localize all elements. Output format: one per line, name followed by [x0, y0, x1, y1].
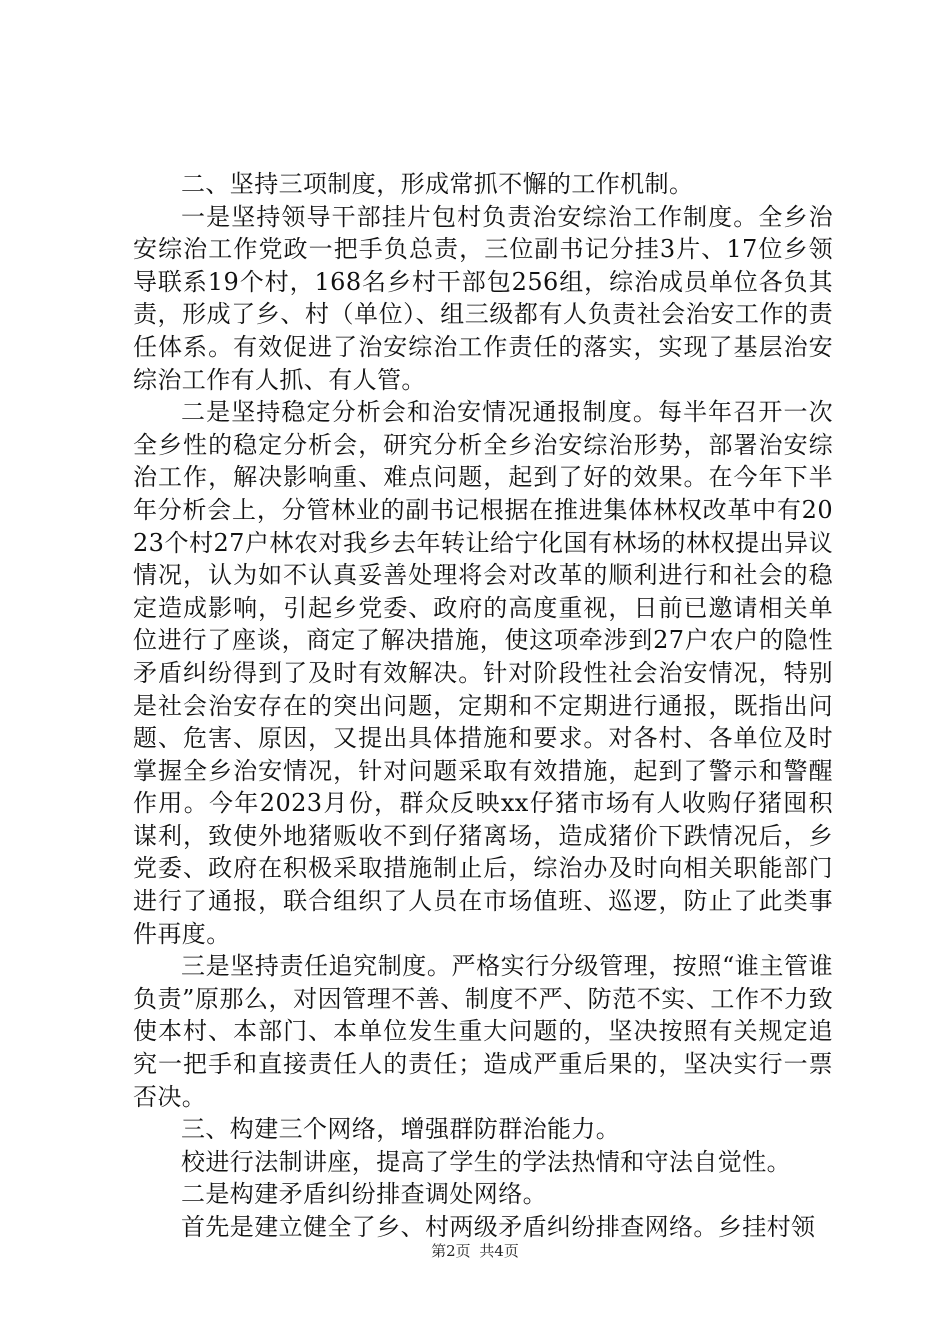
- section-heading-3: 三、构建三个网络，增强群防群治能力。: [181, 1115, 621, 1144]
- page-footer: [0, 1240, 950, 1261]
- section-heading-2: 二、坚持三项制度，形成常抓不懈的工作机制。: [181, 170, 694, 198]
- paragraph-accountability: 三是坚持责任追究制度。严格实行分级管理，按照“谁主管谁负责”原那么，对因管理不善、制度不严、防范不实、工作不力致使本村、本部门、本单位发生重大问题的，坚决按照有关规定追究一把手和直接责任人的责任；造成严重后果的，坚决实行一票否决。: [133, 952, 833, 1111]
- paragraph-leadership-system: 一是坚持领导干部挂片包村负责治安综治工作制度。全乡治安综治工作党政一把手负总责，三位副书记分挂3片、17位乡领导联系19个村，168名乡村干部包256组，综治成员单位各负其责，形成了乡、村（单位）、组三级都有人负责社会治安工作的责任体系。有效促进了治安综治工作责任的落实，实现了基层治安综治工作有人抓、有人管。: [133, 202, 833, 394]
- document-body: [133, 168, 833, 1244]
- paragraph-dispute-screening: 首先是建立健全了乡、村两级矛盾纠纷排查网络。乡挂村领: [181, 1213, 816, 1241]
- page-total: 共4页: [479, 1242, 519, 1260]
- paragraph-dispute-network: 二是构建矛盾纠纷排查调处网络。: [181, 1180, 547, 1209]
- page-number: 第2页: [431, 1242, 471, 1260]
- paragraph-legal-lecture: 校进行法制讲座，提高了学生的学法热情和守法自觉性。: [181, 1147, 791, 1176]
- paragraph-analysis-meeting: 二是坚持稳定分析会和治安情况通报制度。每半年召开一次全乡性的稳定分析会，研究分析全乡治安综治形势，部署治安综治工作，解决影响重、难点问题，起到了好的效果。在今年下半年分析会上，分管林业的副书记根据在推进集体林权改革中有2023个村27户林农对我乡去年转让给宁化国有林场的林权提出异议情况，认为如不认真妥善处理将会对改革的顺利进行和社会的稳定造成影响，引起乡党委、政府的高度重视，日前已邀请相关单位进行了座谈，商定了解决措施，使这项牵涉到27户农户的隐性矛盾纠纷得到了及时有效解决。针对阶段性社会治安情况，特别是社会治安存在的突出问题，定期和不定期进行通报，既指出问题、危害、原因，又提出具体措施和要求。对各村、各单位及时掌握全乡治安情况，针对问题采取有效措施，起到了警示和警醒作用。今年2023月份，群众反映xx仔猪市场有人收购仔猪囤积谋利，致使外地猪贩收不到仔猪离场，造成猪价下跌情况后，乡党委、政府在积极采取措施制止后，综治办及时向相关职能部门进行了通报，联合组织了人员在市场值班、巡逻，防止了此类事件再度。: [133, 398, 833, 948]
